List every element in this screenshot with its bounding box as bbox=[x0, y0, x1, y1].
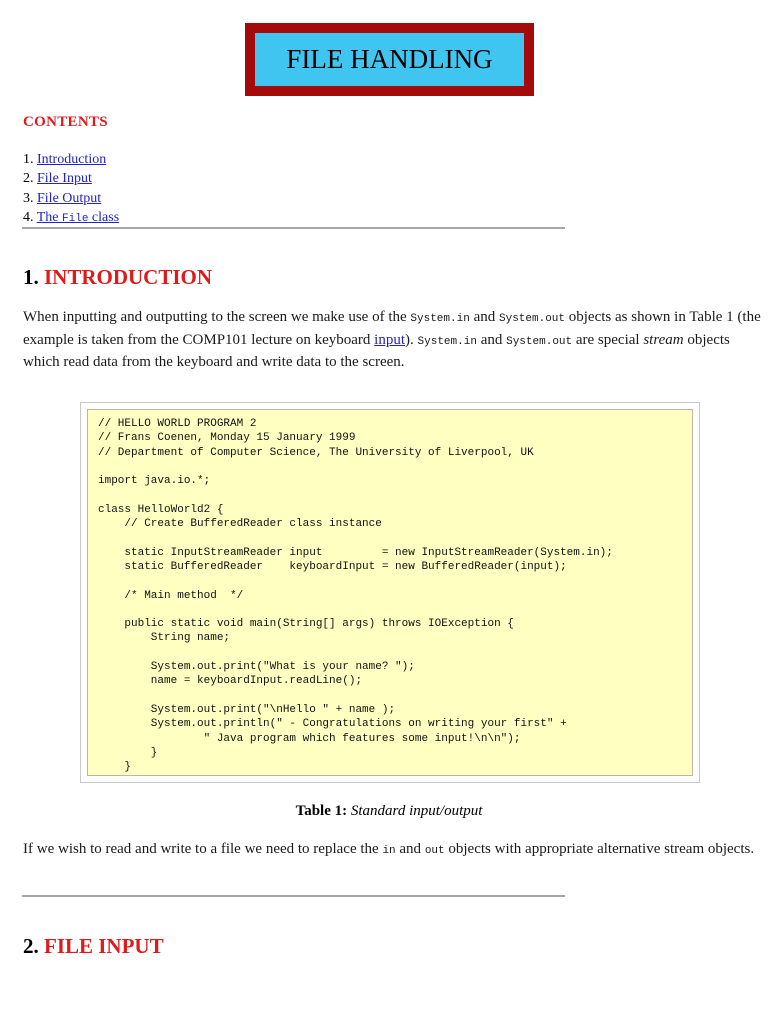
table-caption: Table 1: Standard input/output bbox=[295, 803, 483, 819]
intro-paragraph: When inputting and outputting to the screen we make use of the System.in and System.out objects as shown in Table 1 (the example is taken from the COMP101 lecture on keyboard input). System.in and System.out are special stream objects which read data from the keyboard and write data to the screen. bbox=[23, 309, 761, 370]
toc-item bbox=[23, 208, 119, 229]
keyboard-input-link[interactable]: input bbox=[374, 331, 406, 348]
table-of-contents bbox=[23, 150, 119, 229]
horizontal-divider bbox=[22, 895, 565, 897]
contents-heading: CONTENTS bbox=[23, 114, 108, 130]
page-title: FILE HANDLING bbox=[255, 33, 524, 86]
toc-link-file-class[interactable]: The File class bbox=[36, 209, 120, 225]
toc-item bbox=[23, 169, 119, 188]
toc-number: 3. bbox=[23, 190, 34, 206]
toc-link-file-output[interactable]: File Output bbox=[37, 190, 102, 206]
toc-number: 2. bbox=[23, 171, 34, 187]
toc-item bbox=[23, 189, 119, 208]
toc-item bbox=[23, 150, 119, 169]
horizontal-divider bbox=[22, 227, 565, 229]
toc-link-introduction[interactable]: Introduction bbox=[37, 152, 107, 167]
stream-paragraph: If we wish to read and write to a file we need to replace the in and out objects with appropriate alternative stream objects. bbox=[23, 841, 755, 857]
code-table bbox=[80, 402, 700, 783]
section-heading-file-input: 2. FILE INPUT bbox=[23, 934, 164, 958]
toc-link-file-input[interactable]: File Input bbox=[37, 171, 92, 187]
code-listing bbox=[87, 409, 693, 776]
toc-number: 1. bbox=[23, 152, 34, 167]
toc-number: 4. bbox=[23, 209, 34, 225]
code-text: // HELLO WORLD PROGRAM 2 // Frans Coenen, Monday 15 January 1999 // Department of Computer Science, The University of Liverpool, UK import java.io.*; class HelloWorld2 { // Create BufferedReader class instance static InputStreamReader input = new InputStreamReader(System.in); static BufferedReader keyboardInput = new BufferedReader(input); /* Main method */ public static void main(String[] args) throws IOException { String name; System.out.print("What is your name? "); name = keyboardInput.readLine(); System.out.print("\nHello " + name ); System.out.println(" - Congratulations on writing your first" + " Java program which features some input!\n\n"); } } bbox=[98, 418, 613, 774]
section-heading-introduction: 1. INTRODUCTION bbox=[23, 265, 213, 289]
title-banner bbox=[245, 23, 534, 96]
